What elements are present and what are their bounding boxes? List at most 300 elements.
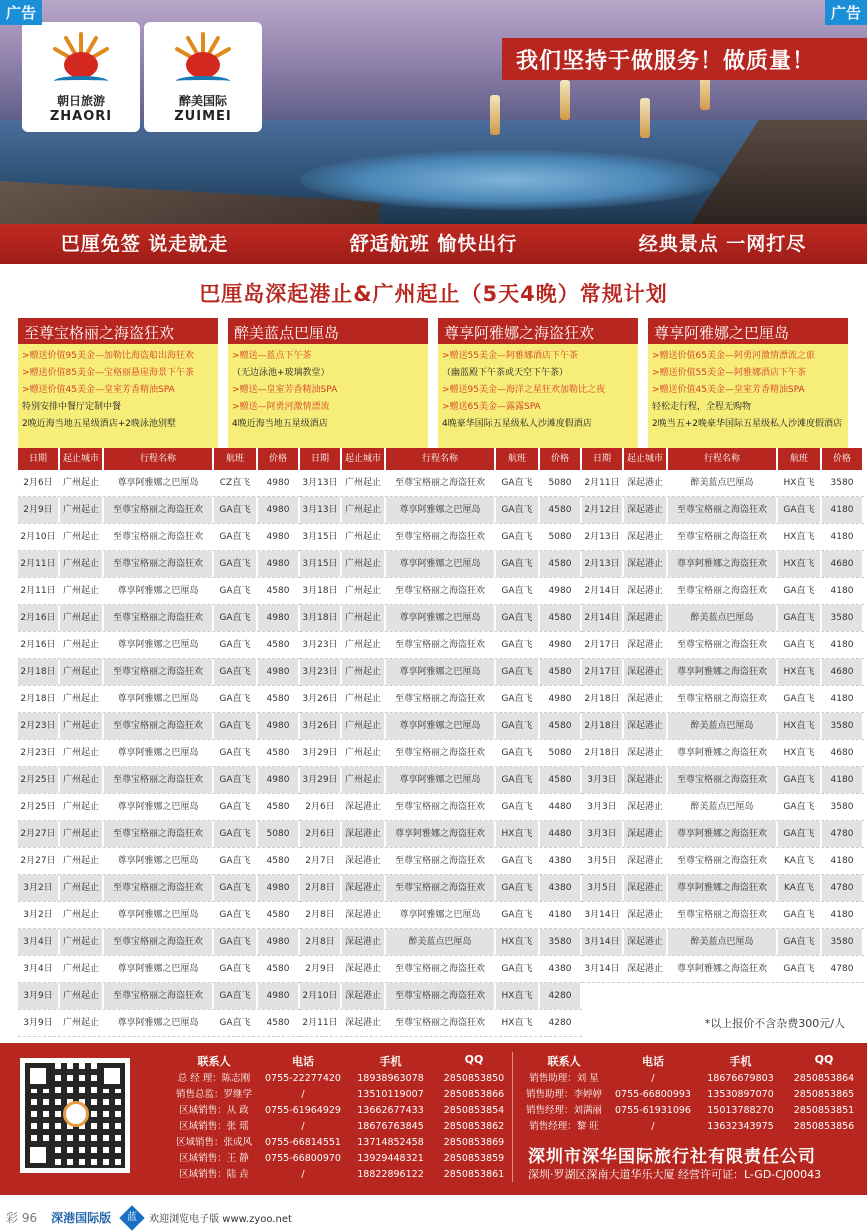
package-line: >赠送价值85美金—宝格丽悬崖海景下午茶 <box>22 368 194 378</box>
contact-cell: 18676679803 <box>707 1073 774 1084</box>
table-cell: 3月2日 <box>18 902 60 928</box>
table-cell: GA直飞 <box>778 902 822 928</box>
table-cell: 3580 <box>822 929 864 955</box>
table-cell: 广州起止 <box>342 767 386 793</box>
contact-cell: 2850853859 <box>443 1153 505 1164</box>
table-cell: 3月13日 <box>300 497 342 523</box>
table-cell: 深起港止 <box>624 767 668 793</box>
table-cell: 4980 <box>258 659 300 685</box>
contacts-header-cell: 联系人 <box>547 1055 581 1068</box>
table-cell: 深起港止 <box>624 956 668 982</box>
table-cell: GA直飞 <box>496 902 540 928</box>
table-cell: 至尊宝格丽之海盗狂欢 <box>668 848 778 874</box>
package-line: 特别安排中餐厅定制中餐 <box>22 402 122 412</box>
contacts-left <box>170 1053 515 1183</box>
table-cell: GA直飞 <box>496 497 540 523</box>
table-cell: 3月29日 <box>300 767 342 793</box>
package-line: 2晚近海当地五星级酒店+2晚泳池别墅 <box>22 419 176 429</box>
contact-cell: 销售助理：刘 星 <box>529 1073 599 1084</box>
table-cell: GA直飞 <box>214 794 258 820</box>
contacts-header-cell: 电话 <box>292 1055 314 1068</box>
table-cell: 2月23日 <box>18 740 60 766</box>
table-row <box>300 497 582 524</box>
table-row <box>582 713 864 740</box>
table-cell: 4480 <box>540 821 582 847</box>
package-card <box>648 318 848 456</box>
table-cell: 至尊宝格丽之海盗狂欢 <box>386 848 496 874</box>
contact-cell: 0755-66800970 <box>265 1153 341 1164</box>
table-cell: 3月15日 <box>300 524 342 550</box>
table-cell: 3月5日 <box>582 875 624 901</box>
table-cell: 4980 <box>540 632 582 658</box>
table-row <box>582 578 864 605</box>
contact-row <box>170 1135 515 1151</box>
table-cell: GA直飞 <box>496 713 540 739</box>
table-cell: 4280 <box>540 1010 582 1036</box>
table-cell: 尊享阿雅娜之海盗狂欢 <box>668 740 778 766</box>
contact-cell: 15013788270 <box>707 1105 774 1116</box>
table-cell: 醉美蓝点巴厘岛 <box>386 929 496 955</box>
header-cell: 日期 <box>582 448 624 470</box>
header-cell: 起止城市 <box>60 448 104 470</box>
table-row <box>300 1010 582 1037</box>
package-line: （幽蓝殿下午茶或天空下午茶） <box>442 368 569 378</box>
contact-cell: 区域销售：张成风 <box>175 1137 252 1148</box>
table-cell: GA直飞 <box>496 470 540 496</box>
table-cell: 3月26日 <box>300 686 342 712</box>
table-cell: 至尊宝格丽之海盗狂欢 <box>386 686 496 712</box>
table-header <box>300 448 582 470</box>
table-cell: 4780 <box>822 821 864 847</box>
table-row <box>300 794 582 821</box>
table-cell: 4980 <box>258 875 300 901</box>
table-cell: 3月15日 <box>300 551 342 577</box>
table-row <box>18 551 300 578</box>
table-cell: 3580 <box>822 713 864 739</box>
table-cell: HX直飞 <box>496 983 540 1009</box>
table-row <box>18 1010 300 1037</box>
logo-en: ZHAORI <box>49 109 113 124</box>
table-cell: HX直飞 <box>778 659 822 685</box>
table-cell: 2月8日 <box>300 929 342 955</box>
contact-cell: 2850853856 <box>793 1121 855 1132</box>
table-cell: 尊享阿雅娜之巴厘岛 <box>104 632 214 658</box>
table-cell: 2月11日 <box>300 1010 342 1036</box>
company-name: 深圳市深华国际旅行社有限责任公司 <box>528 1147 816 1167</box>
table-cell: 4980 <box>258 983 300 1009</box>
package-line: >赠送—皇室芳香精油SPA <box>232 385 338 395</box>
table-cell: 4580 <box>258 632 300 658</box>
table-cell: 广州起止 <box>342 605 386 631</box>
table-cell: 广州起止 <box>342 524 386 550</box>
package-body <box>648 344 848 456</box>
header-cell: 航班 <box>778 448 822 470</box>
table-row <box>582 848 864 875</box>
table-cell: 醉美蓝点巴厘岛 <box>668 605 778 631</box>
table-row <box>300 524 582 551</box>
table-cell: 4980 <box>258 551 300 577</box>
contact-row <box>170 1103 515 1119</box>
contact-row <box>520 1071 865 1087</box>
sun-logo-icon <box>46 32 116 90</box>
table-row <box>300 659 582 686</box>
schedule-table <box>300 448 582 1037</box>
contact-cell: 销售总监：罗继学 <box>175 1089 252 1100</box>
table-cell: 至尊宝格丽之海盗狂欢 <box>386 956 496 982</box>
table-cell: 尊享阿雅娜之巴厘岛 <box>104 1010 214 1036</box>
table-cell: GA直飞 <box>496 875 540 901</box>
table-cell: GA直飞 <box>778 794 822 820</box>
table-row <box>300 686 582 713</box>
table-cell: 2月27日 <box>18 848 60 874</box>
contacts-header <box>520 1053 865 1071</box>
company-address: 深圳·罗湖区深南大道华乐大厦 经营许可证：L-GD-CJ00043 <box>528 1168 822 1181</box>
table-row <box>582 767 864 794</box>
table-cell: 至尊宝格丽之海盗狂欢 <box>104 524 214 550</box>
table-cell: 广州起止 <box>342 713 386 739</box>
contact-cell: 2850853854 <box>443 1105 505 1116</box>
table-cell: GA直飞 <box>214 1010 258 1036</box>
table-cell: 广州起止 <box>342 551 386 577</box>
contact-cell: 2850853869 <box>443 1137 505 1148</box>
table-cell: 尊享阿雅娜之海盗狂欢 <box>668 956 778 982</box>
feature-banner <box>0 224 867 264</box>
table-cell: 尊享阿雅娜之巴厘岛 <box>104 686 214 712</box>
table-cell: 3580 <box>822 794 864 820</box>
contact-cell: 0755-22277420 <box>265 1073 341 1084</box>
table-cell: 广州起止 <box>60 821 104 847</box>
package-line: >赠送—阿勇河激情漂流 <box>232 402 330 412</box>
table-cell: 3月2日 <box>18 875 60 901</box>
table-cell: 4580 <box>540 551 582 577</box>
package-card <box>18 318 218 456</box>
table-row <box>582 551 864 578</box>
table-cell: HX直飞 <box>496 929 540 955</box>
package-name: 醉美蓝点巴厘岛 <box>228 318 428 344</box>
table-cell: CZ直飞 <box>214 470 258 496</box>
table-cell: 广州起止 <box>342 470 386 496</box>
header-cell: 行程名称 <box>668 448 778 470</box>
table-cell: 2月14日 <box>582 605 624 631</box>
table-row <box>18 902 300 929</box>
contact-cell: 18822896122 <box>357 1169 424 1180</box>
table-row <box>18 497 300 524</box>
table-row <box>300 902 582 929</box>
table-row <box>582 470 864 497</box>
table-row <box>300 848 582 875</box>
table-cell: GA直飞 <box>214 821 258 847</box>
table-cell: GA直飞 <box>778 605 822 631</box>
table-row <box>18 875 300 902</box>
table-cell: 深起港止 <box>624 632 668 658</box>
table-cell: 广州起止 <box>342 659 386 685</box>
page-number: 彩 96 <box>6 1211 38 1225</box>
table-cell: 4180 <box>822 902 864 928</box>
table-cell: 2月27日 <box>18 821 60 847</box>
table-cell: GA直飞 <box>214 659 258 685</box>
table-cell: 深起港止 <box>624 497 668 523</box>
table-cell: 3月9日 <box>18 983 60 1009</box>
package-line: 轻松走行程，全程无购物 <box>652 402 752 412</box>
contact-cell: 2850853850 <box>443 1073 505 1084</box>
table-cell: 深起港止 <box>624 794 668 820</box>
table-cell: GA直飞 <box>496 632 540 658</box>
website-link[interactable]: 欢迎浏览电子版 www.zyoo.net <box>149 1214 292 1225</box>
table-cell: 2月17日 <box>582 632 624 658</box>
table-cell: 2月18日 <box>18 686 60 712</box>
table-row <box>18 686 300 713</box>
table-cell: 3月5日 <box>582 848 624 874</box>
table-cell: 3月4日 <box>18 929 60 955</box>
table-cell: 尊享阿雅娜之巴厘岛 <box>104 956 214 982</box>
table-row <box>300 875 582 902</box>
table-header <box>18 448 300 470</box>
qr-logo-icon <box>63 1101 89 1127</box>
contact-cell: 13662677433 <box>357 1105 424 1116</box>
package-line: 2晚当五+2晚豪华国际五星级私人沙滩度假酒店 <box>652 419 842 429</box>
table-cell: 2月10日 <box>300 983 342 1009</box>
table-row <box>582 632 864 659</box>
table-cell: 2月14日 <box>582 578 624 604</box>
table-cell: HX直飞 <box>778 551 822 577</box>
table-cell: GA直飞 <box>778 929 822 955</box>
table-cell: 尊享阿雅娜之巴厘岛 <box>386 497 496 523</box>
edition-badge-icon: 蓝 <box>119 1205 144 1230</box>
table-cell: 2月16日 <box>18 605 60 631</box>
table-cell: 深起港止 <box>624 713 668 739</box>
table-cell: 3月14日 <box>582 956 624 982</box>
bottom-bar <box>0 1205 867 1230</box>
table-cell: 深起港止 <box>624 821 668 847</box>
table-cell: HX直飞 <box>778 470 822 496</box>
header-cell: 航班 <box>214 448 258 470</box>
contact-row <box>520 1119 865 1135</box>
contact-row <box>170 1119 515 1135</box>
logo-en: ZUIMEI <box>174 109 232 124</box>
table-cell: 2月6日 <box>300 821 342 847</box>
table-cell: 4580 <box>258 1010 300 1036</box>
table-cell: GA直飞 <box>214 578 258 604</box>
table-cell: 4580 <box>258 578 300 604</box>
table-cell: 深起港止 <box>624 659 668 685</box>
table-cell: GA直飞 <box>496 794 540 820</box>
table-cell: 至尊宝格丽之海盗狂欢 <box>104 605 214 631</box>
table-cell: GA直飞 <box>214 767 258 793</box>
table-cell: 4780 <box>822 956 864 982</box>
table-cell: GA直飞 <box>778 767 822 793</box>
table-row <box>300 470 582 497</box>
table-cell: 4580 <box>540 713 582 739</box>
table-cell: 醉美蓝点巴厘岛 <box>668 713 778 739</box>
table-cell: 2月6日 <box>18 470 60 496</box>
table-cell: 广州起止 <box>60 686 104 712</box>
table-cell: GA直飞 <box>496 767 540 793</box>
table-cell: 3月29日 <box>300 740 342 766</box>
table-cell: GA直飞 <box>496 848 540 874</box>
table-cell: 广州起止 <box>60 551 104 577</box>
table-cell: 尊享阿雅娜之巴厘岛 <box>104 902 214 928</box>
table-cell: 2月11日 <box>18 578 60 604</box>
table-cell: 4980 <box>258 713 300 739</box>
table-cell: 深起港止 <box>624 902 668 928</box>
table-cell: GA直飞 <box>778 632 822 658</box>
table-cell: 深起港止 <box>342 983 386 1009</box>
slogan: 我们坚持于做服务！做质量！ <box>502 38 867 80</box>
table-cell: 深起港止 <box>342 875 386 901</box>
table-cell: HX直飞 <box>778 740 822 766</box>
table-cell: 5080 <box>540 524 582 550</box>
package-line: >赠送价值55美金—阿雅娜酒店下午茶 <box>652 368 806 378</box>
table-cell: 至尊宝格丽之海盗狂欢 <box>104 497 214 523</box>
table-cell: 3月4日 <box>18 956 60 982</box>
package-line: >赠送价值45美金—皇室芳香精油SPA <box>652 385 805 395</box>
contact-cell: / <box>301 1121 305 1132</box>
table-cell: GA直飞 <box>778 956 822 982</box>
table-cell: 深起港止 <box>342 821 386 847</box>
table-cell: 4580 <box>540 659 582 685</box>
table-cell: 至尊宝格丽之海盗狂欢 <box>668 497 778 523</box>
table-row <box>18 767 300 794</box>
table-cell: 2月10日 <box>18 524 60 550</box>
table-cell: 至尊宝格丽之海盗狂欢 <box>386 470 496 496</box>
table-cell: GA直飞 <box>214 848 258 874</box>
table-cell: 深起港止 <box>624 605 668 631</box>
table-cell: 至尊宝格丽之海盗狂欢 <box>104 929 214 955</box>
table-cell: 4980 <box>540 578 582 604</box>
table-cell: 2月9日 <box>18 497 60 523</box>
table-cell: 至尊宝格丽之海盗狂欢 <box>386 740 496 766</box>
table-cell: 广州起止 <box>342 632 386 658</box>
banner-item: 巴厘免签 说走就走 <box>60 233 229 255</box>
table-cell: 2月16日 <box>18 632 60 658</box>
table-row <box>582 524 864 551</box>
table-cell: 广州起止 <box>342 740 386 766</box>
contacts-header-cell: 联系人 <box>197 1055 231 1068</box>
table-cell: 2月17日 <box>582 659 624 685</box>
table-cell: 2月12日 <box>582 497 624 523</box>
table-row <box>582 605 864 632</box>
table-cell: 4580 <box>540 497 582 523</box>
table-cell: 4180 <box>822 686 864 712</box>
table-cell: 4180 <box>822 848 864 874</box>
table-row <box>300 578 582 605</box>
table-cell: 3580 <box>540 929 582 955</box>
contact-cell: 18676763845 <box>357 1121 424 1132</box>
table-cell: GA直飞 <box>496 578 540 604</box>
table-row <box>582 902 864 929</box>
table-cell: GA直飞 <box>496 659 540 685</box>
table-cell: 4580 <box>258 740 300 766</box>
table-cell: 至尊宝格丽之海盗狂欢 <box>104 767 214 793</box>
table-cell: 4580 <box>540 605 582 631</box>
edition-name: 深港国际版 <box>51 1211 112 1225</box>
table-cell: 3月3日 <box>582 767 624 793</box>
table-cell: GA直飞 <box>214 686 258 712</box>
page-title: 巴厘岛深起港止&广州起止（5天4晚）常规计划 <box>199 282 668 306</box>
package-body <box>438 344 638 456</box>
table-cell: 3月18日 <box>300 578 342 604</box>
table-cell: 广州起止 <box>60 659 104 685</box>
table-cell: GA直飞 <box>496 551 540 577</box>
header-cell: 行程名称 <box>104 448 214 470</box>
contact-cell: 2850853861 <box>443 1169 505 1180</box>
contacts-header-cell: 手机 <box>379 1055 402 1068</box>
table-cell: 醉美蓝点巴厘岛 <box>668 929 778 955</box>
table-row <box>300 767 582 794</box>
contact-cell: 13530897070 <box>707 1089 774 1100</box>
header-cell: 航班 <box>496 448 540 470</box>
table-cell: 3月3日 <box>582 794 624 820</box>
package-line: （无边泳池+玻璃教堂） <box>232 368 330 378</box>
table-cell: GA直飞 <box>778 578 822 604</box>
table-cell: 广州起止 <box>60 902 104 928</box>
table-cell: 2月13日 <box>582 551 624 577</box>
table-cell: 深起港止 <box>342 902 386 928</box>
contact-cell: 18938963078 <box>357 1073 424 1084</box>
table-cell: 深起港止 <box>342 848 386 874</box>
table-cell: 广州起止 <box>60 767 104 793</box>
contact-cell: / <box>301 1169 305 1180</box>
table-cell: 广州起止 <box>60 605 104 631</box>
table-cell: 广州起止 <box>60 1010 104 1036</box>
contact-cell: 0755-66800993 <box>615 1089 691 1100</box>
logo-zhaori <box>22 22 140 132</box>
table-cell: 4180 <box>822 578 864 604</box>
table-cell: GA直飞 <box>214 956 258 982</box>
table-cell: 5080 <box>540 740 582 766</box>
header-cell: 行程名称 <box>386 448 496 470</box>
table-cell: 至尊宝格丽之海盗狂欢 <box>386 578 496 604</box>
table-row <box>18 524 300 551</box>
table-row <box>300 740 582 767</box>
contacts-right <box>520 1053 865 1135</box>
header-cell: 日期 <box>300 448 342 470</box>
table-cell: 3月26日 <box>300 713 342 739</box>
table-cell: 3月18日 <box>300 605 342 631</box>
table-cell: 广州起止 <box>60 929 104 955</box>
table-cell: 深起港止 <box>342 929 386 955</box>
table-cell: 至尊宝格丽之海盗狂欢 <box>668 767 778 793</box>
table-cell: 广州起止 <box>60 740 104 766</box>
package-line: >赠送95美金—海洋之星狂欢加勒比之夜 <box>442 385 605 395</box>
table-cell: 2月18日 <box>582 740 624 766</box>
package-name: 尊享阿雅娜之海盗狂欢 <box>438 318 638 344</box>
table-cell: 广州起止 <box>60 578 104 604</box>
table-cell: 4180 <box>540 902 582 928</box>
contact-cell: 2850853865 <box>793 1089 855 1100</box>
table-cell: 2月18日 <box>582 713 624 739</box>
header-cell: 起止城市 <box>624 448 668 470</box>
table-cell: 4580 <box>258 902 300 928</box>
contact-cell: 0755-66814551 <box>265 1137 341 1148</box>
contact-row <box>170 1087 515 1103</box>
table-row <box>300 605 582 632</box>
table-cell: 3月9日 <box>18 1010 60 1036</box>
package-line: >赠送—蓝点下午茶 <box>232 351 312 361</box>
table-cell: 广州起止 <box>60 956 104 982</box>
table-row <box>18 929 300 956</box>
table-cell: 至尊宝格丽之海盗狂欢 <box>386 875 496 901</box>
table-cell: 4980 <box>258 470 300 496</box>
banner-item: 经典景点 一网打尽 <box>638 233 807 255</box>
table-cell: 至尊宝格丽之海盗狂欢 <box>386 632 496 658</box>
table-cell: 4780 <box>822 875 864 901</box>
table-cell: 尊享阿雅娜之巴厘岛 <box>386 902 496 928</box>
table-header <box>582 448 864 470</box>
table-cell: GA直飞 <box>214 497 258 523</box>
logo-zuimei <box>144 22 262 132</box>
table-cell: 尊享阿雅娜之巴厘岛 <box>104 470 214 496</box>
